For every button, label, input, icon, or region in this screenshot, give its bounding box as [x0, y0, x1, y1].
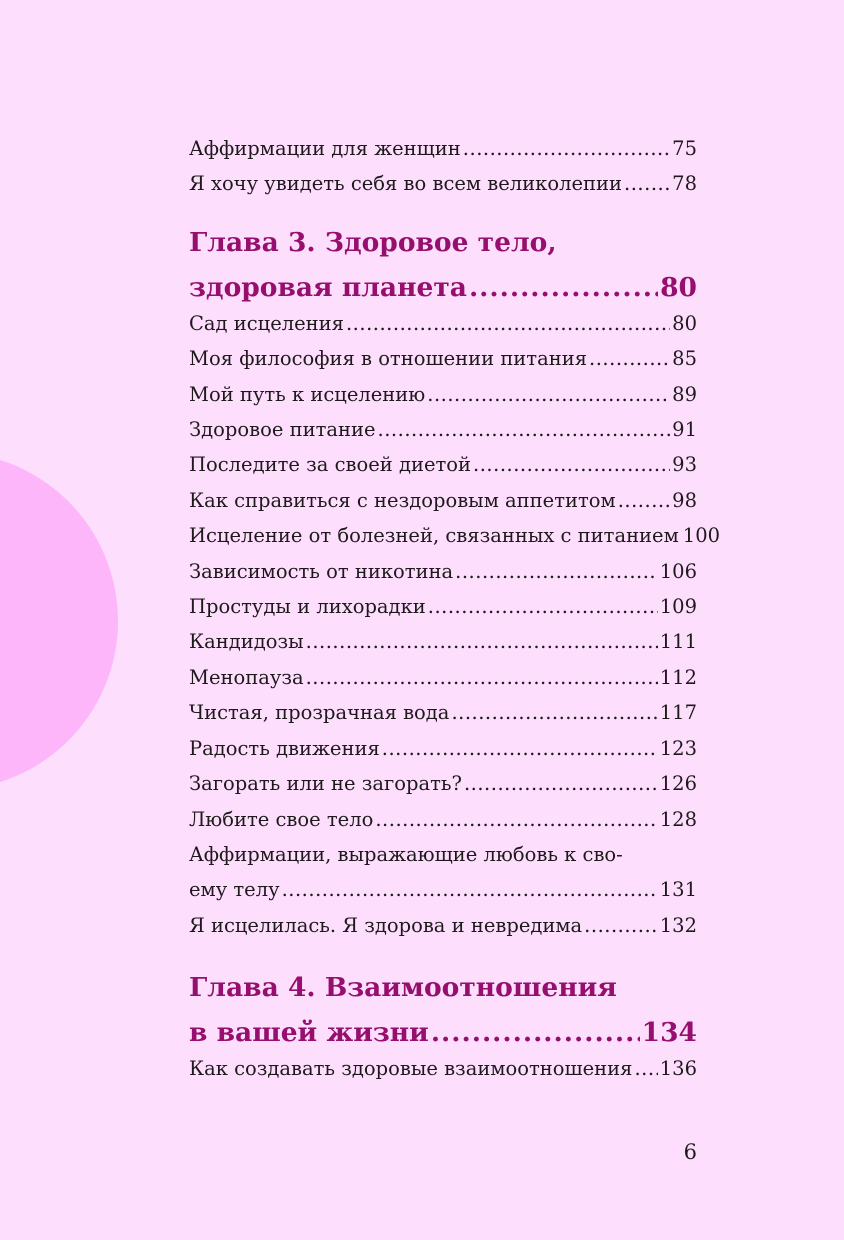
toc-entry[interactable]	[189, 341, 697, 376]
toc-leader-dots	[375, 802, 657, 837]
toc-entry-title: Простуды и лихорадки	[189, 595, 426, 619]
toc-entry[interactable]	[189, 518, 721, 553]
toc-leader-dots	[306, 624, 658, 659]
toc-leader-dots	[306, 660, 658, 695]
toc-entry-page: 98	[672, 488, 697, 512]
toc-entry-title: Как справиться с нездоровым аппетитом	[189, 488, 616, 512]
toc-entry-page: 109	[659, 595, 697, 619]
toc-leader-dots	[634, 1051, 657, 1086]
toc-entry-title: Я хочу увидеть себя во всем великолепии	[189, 172, 623, 196]
toc-entry-title: Любите свое тело	[189, 807, 374, 831]
toc-leader-dots	[618, 483, 670, 518]
toc-entry-page: 136	[659, 1057, 697, 1081]
toc-entry-title: Загорать или не загорать?	[189, 772, 462, 796]
toc-entry-title: Кандидозы	[189, 630, 304, 654]
toc-entry-page: 106	[659, 559, 697, 583]
toc-entry-title: Здоровое питание	[189, 418, 376, 442]
toc-leader-dots	[455, 554, 658, 589]
toc-entry-title: Как создавать здоровые взаимоотношения	[189, 1057, 633, 1081]
toc-entry-page: 126	[659, 772, 697, 796]
toc-entry-title: Мой путь к исцелению	[189, 382, 426, 406]
chapter-title-line1: Глава 3. Здоровое тело,	[189, 226, 557, 258]
toc-entry-page: 93	[672, 453, 697, 477]
toc-entry-page: 128	[659, 807, 697, 831]
chapter-title-line2: в вашей жизни	[189, 1017, 429, 1049]
toc-entry-page: 117	[659, 701, 697, 725]
toc-entry[interactable]	[189, 624, 697, 659]
toc-entry[interactable]	[189, 306, 697, 341]
toc-entry-wrapped-line1[interactable]	[189, 837, 697, 872]
toc-entry[interactable]	[189, 447, 697, 482]
toc-entry-page: 75	[672, 137, 697, 160]
toc-leader-dots	[382, 731, 658, 766]
toc-leader-dots	[346, 306, 670, 341]
toc-entry-title: Чистая, прозрачная вода	[189, 701, 450, 725]
toc-entry-title: Последите за своей диетой	[189, 453, 472, 477]
toc-entry-title: Менопауза	[189, 665, 304, 689]
toc-entry[interactable]	[189, 589, 697, 624]
toc-entry-title: Аффирмации для женщин	[189, 137, 461, 160]
toc-entry[interactable]	[189, 483, 697, 518]
toc-entry-page: 111	[659, 630, 697, 654]
toc-leader-dots	[473, 447, 670, 482]
toc-leader-dots	[464, 766, 658, 801]
toc-entry[interactable]	[189, 131, 697, 166]
chapter-page: 134	[641, 1017, 697, 1049]
toc-entry-page: 100	[682, 524, 721, 548]
decorative-circle	[0, 452, 118, 790]
toc-entry-wrapped-line2[interactable]	[189, 872, 697, 907]
page-number: 6	[683, 1140, 697, 1164]
toc-entry-page: 89	[672, 382, 697, 406]
chapter-heading[interactable]	[189, 220, 697, 310]
toc-entry[interactable]	[189, 802, 697, 837]
chapter-page: 80	[660, 271, 697, 303]
toc-entry-page: 123	[659, 736, 697, 760]
toc-entry-page: 80	[672, 311, 697, 335]
toc-leader-dots	[584, 908, 658, 943]
toc-entry-page: 132	[659, 913, 697, 937]
toc-leader-dots	[624, 166, 670, 201]
chapter-title-line1: Глава 4. Взаимоотношения	[189, 972, 617, 1004]
toc-entry[interactable]	[189, 766, 697, 801]
toc-entry[interactable]	[189, 731, 697, 766]
toc-leader-dots	[463, 131, 670, 166]
toc-entry-title: Исцеление от болезней, связанных с питанием	[189, 524, 679, 548]
toc-entry-page: 131	[659, 878, 697, 902]
toc-entry-title: Зависимость от никотина	[189, 559, 454, 583]
toc-entry-page: 78	[672, 172, 697, 196]
toc-entry-page: 112	[659, 665, 697, 689]
toc-entry[interactable]	[189, 377, 697, 412]
toc-leader-dots	[431, 1010, 640, 1055]
toc-leader-dots	[427, 377, 670, 412]
toc-leader-dots	[469, 265, 658, 310]
toc-entry[interactable]	[189, 554, 697, 589]
chapter-title-line2: здоровая планета	[189, 271, 467, 303]
toc-entry-title: ему телу	[189, 878, 280, 902]
toc-leader-dots	[451, 695, 657, 730]
toc-entry[interactable]	[189, 908, 697, 943]
toc-entry[interactable]	[189, 1051, 697, 1086]
table-of-contents	[189, 131, 721, 1087]
toc-entry-page: 91	[672, 418, 697, 442]
toc-entry[interactable]	[189, 660, 697, 695]
chapter-heading[interactable]	[189, 965, 697, 1055]
toc-entry-title: Моя философия в отношении питания	[189, 347, 588, 371]
toc-entry-title: Аффирмации, выражающие любовь к сво-	[189, 842, 623, 866]
toc-leader-dots	[378, 412, 671, 447]
toc-entry[interactable]	[189, 412, 697, 447]
toc-entry-title: Сад исцеления	[189, 311, 344, 335]
toc-leader-dots	[428, 589, 658, 624]
toc-entry[interactable]	[189, 695, 697, 730]
toc-leader-dots	[282, 872, 658, 907]
toc-leader-dots	[589, 341, 670, 376]
toc-entry-page: 85	[672, 347, 697, 371]
toc-entry-title: Радость движения	[189, 736, 380, 760]
toc-entry[interactable]	[189, 166, 697, 201]
toc-entry-title: Я исцелилась. Я здорова и невредима	[189, 913, 583, 937]
